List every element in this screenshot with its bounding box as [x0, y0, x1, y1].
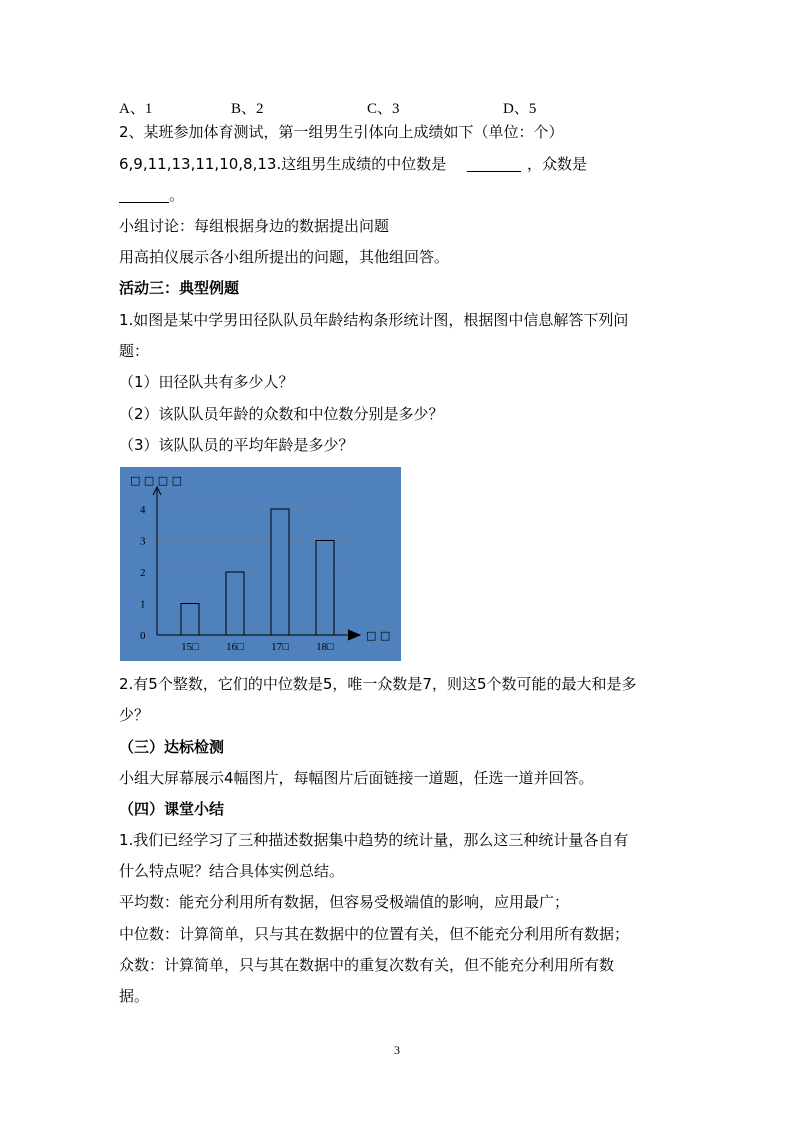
page-number: 3 — [394, 1043, 400, 1057]
q2-line2 — [119, 154, 587, 174]
bar — [271, 509, 289, 635]
ex2-line1: 2.有5个整数，它们的中位数是5，唯一众数是7，则这5个数可能的最大和是多 — [119, 675, 637, 693]
x-tick-label: 18□ — [316, 641, 334, 653]
section4-heading: （四）课堂小结 — [119, 800, 225, 818]
summary-line2: 什么特点呢？结合具体实例总结。 — [119, 862, 345, 880]
activity3-heading: 活动三：典型例题 — [119, 279, 240, 297]
option-c: C、3 — [367, 101, 400, 117]
bar — [226, 572, 244, 635]
option-d: D、5 — [503, 101, 537, 117]
x-tick-label: 17□ — [271, 641, 289, 653]
chart-xlabel: □ □ — [366, 629, 391, 642]
summary-mode2: 据。 — [119, 987, 150, 1005]
y-tick-label: 3 — [140, 535, 146, 548]
q2-line3 — [119, 185, 184, 205]
discussion-text: 小组讨论：每组根据身边的数据提出问题 — [119, 217, 390, 235]
option-a: A、1 — [119, 101, 153, 117]
mode-blank[interactable] — [119, 188, 169, 203]
chart-background — [120, 467, 401, 661]
ex1-q3: （3）该队队员的平均年龄是多少？ — [119, 436, 354, 454]
x-tick-label: 16□ — [226, 641, 244, 653]
ex1-line2: 题： — [119, 342, 150, 360]
chart-ylabel: □ □ □ □ — [130, 474, 183, 487]
section3-text: 小组大屏幕展示4幅图片，每幅图片后面链接一道题，任选一道并回答。 — [119, 769, 594, 787]
option-b: B、2 — [231, 101, 264, 117]
summary-mean: 平均数：能充分利用所有数据，但容易受极端值的影响，应用最广； — [119, 893, 570, 911]
bar — [181, 604, 199, 636]
y-tick-label: 2 — [140, 567, 146, 579]
q2-line3-end: 。 — [169, 186, 185, 204]
summary-mode1: 众数：计算简单，只与其在数据中的重复次数有关，但不能充分利用所有数 — [119, 956, 615, 974]
x-tick-label: 15□ — [181, 641, 199, 653]
y-tick-label: 1 — [140, 598, 146, 611]
age-bar-chart — [120, 467, 401, 661]
y-tick-label: 4 — [140, 504, 146, 516]
ex1-line1: 1.如图是某中学男田径队队员年龄结构条形统计图，根据图中信息解答下列问 — [119, 311, 629, 329]
ex2-line2: 少？ — [119, 706, 150, 724]
display-text: 用高拍仪展示各小组所提出的问题，其他组回答。 — [119, 248, 450, 266]
ex1-q1: （1）田径队共有多少人？ — [119, 373, 294, 391]
median-blank[interactable] — [467, 157, 521, 172]
summary-median: 中位数：计算简单，只与其在数据中的位置有关，但不能充分利用所有数据； — [119, 925, 630, 943]
y-tick-label: 0 — [140, 630, 146, 642]
q2-line2-text: 6,9,11,13,11,10,8,13.这组男生成绩的中位数是 — [119, 155, 447, 173]
summary-line1: 1.我们已经学习了三种描述数据集中趋势的统计量，那么这三种统计量各自有 — [119, 831, 629, 849]
ex1-q2: （2）该队队员年龄的众数和中位数分别是多少？ — [119, 405, 444, 423]
section3-heading: （三）达标检测 — [119, 738, 225, 756]
q2-mode-text: ，众数是 — [527, 155, 588, 173]
q2-line1: 2、某班参加体育测试，第一组男生引体向上成绩如下（单位：个） — [119, 123, 564, 141]
bar — [316, 541, 334, 636]
